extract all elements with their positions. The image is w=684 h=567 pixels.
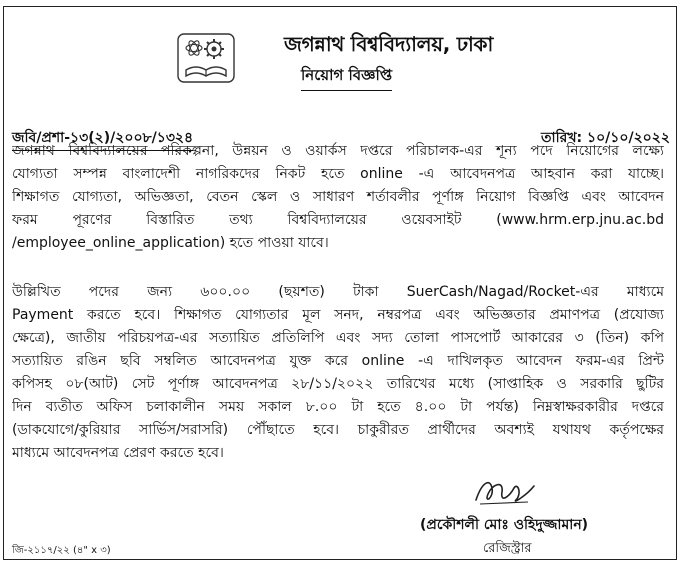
signatory-designation: রেজিস্ট্রার bbox=[483, 541, 532, 556]
paragraph-line: (ডাকযোগে/কুরিয়ার সার্ভিস/সরাসরি) পৌঁছাতে হবে। চাকুরীরত প্রার্থীদের অবশ্যই যথাযথ কর্তৃপক্ষের bbox=[12, 422, 664, 438]
paragraph-line: /employee_online_application) হতে পাওয়া যাবে। bbox=[12, 235, 329, 251]
memo-reference: জবি/প্রশা-১৩(২)/২০০৮/১৩২৪ bbox=[12, 126, 193, 151]
paragraph-line: দিন ব্যতীত অফিস চলাকালীন সময় সকাল ৮.০০ টা হতে ৪.০০ টা পর্যন্ত) নিম্নস্বাক্ষরকারীর দপ্তরে bbox=[12, 399, 664, 415]
university-logo-icon bbox=[176, 32, 236, 84]
paragraph-line: উল্লিখিত পদের জন্য ৬০০.০০ (ছয়শত) টাকা SuerCash/Nagad/Rocket-এর মাধ্যমে bbox=[12, 284, 664, 300]
print-code: জি-২১১৭/২২ (৪" x ৩) bbox=[12, 545, 111, 556]
notice-title: নিয়োগ বিজ্ঞপ্তি bbox=[301, 64, 392, 91]
paragraph-1 bbox=[12, 140, 664, 255]
paragraph-line: Payment করতে হবে। শিক্ষাগত যোগ্যতার মূল সনদ, নম্বরপত্র এবং অভিজ্ঞতার প্রমাণপত্র (প্রযোজ্য bbox=[12, 307, 664, 323]
university-name: জগন্নাথ বিশ্ববিদ্যালয়, ঢাকা bbox=[284, 32, 494, 56]
paragraph-line: শিক্ষাগত যোগ্যতা, অভিজ্ঞতা, বেতন স্কেল ও সাধারণ শর্তাবলীর পূর্ণাঙ্গ নিয়োগ বিজ্ঞপ্তি এবং আবেদন bbox=[12, 189, 664, 205]
paragraph-line: মাধ্যমে আবেদনপত্র প্রেরণ করতে হবে। bbox=[12, 445, 224, 461]
signatory-name: (প্রকৌশলী মোঃ ওহিদুজ্জামান) bbox=[420, 517, 589, 533]
paragraph-line: কপিসহ ০৮(আট) সেট পূর্ণাঙ্গ আবেদনপত্র ২৮/১১/২০২২ তারিখের মধ্যে (সাপ্তাহিক ও সরকারি ছুটির bbox=[12, 376, 664, 392]
memo-date: তারিখ: ১০/১০/২০২২ bbox=[541, 130, 670, 146]
signature-mark-icon bbox=[470, 474, 540, 510]
paragraph-line: ফরম পূরণের বিস্তারিত তথ্য বিশ্ববিদ্যালয়ের ওয়েবসাইট (www.hrm.erp.jnu.ac.bd bbox=[12, 212, 664, 228]
paragraph-line: ক্ষেত্রে), জাতীয় পরিচয়পত্র-এর সত্যায়িত প্রতিলিপি এবং সদ্য তোলা পাসপোর্ট আকারের ৩ (তিন) কপি bbox=[12, 330, 664, 346]
paragraph-line: জগন্নাথ বিশ্ববিদ্যালয়ের পরিকল্পনা, উন্নয়ন ও ওয়ার্কস দপ্তরে পরিচালক-এর শূন্য পদে নিয়োগের লক্ষ্যে bbox=[12, 143, 664, 159]
paragraph-line: সত্যায়িত রঙিন ছবি সম্বলিত আবেদনপত্র যুক্ত করে online -এ দাখিলকৃত আবেদন ফরম-এর প্রিন্ট bbox=[12, 353, 664, 369]
paragraph-2 bbox=[12, 281, 664, 465]
paragraph-line: যোগ্যতা সম্পন্ন বাংলাদেশী নাগরিকদের নিকট হতে online -এ আবেদনপত্র আহবান করা যাচ্ছে। bbox=[12, 166, 664, 182]
